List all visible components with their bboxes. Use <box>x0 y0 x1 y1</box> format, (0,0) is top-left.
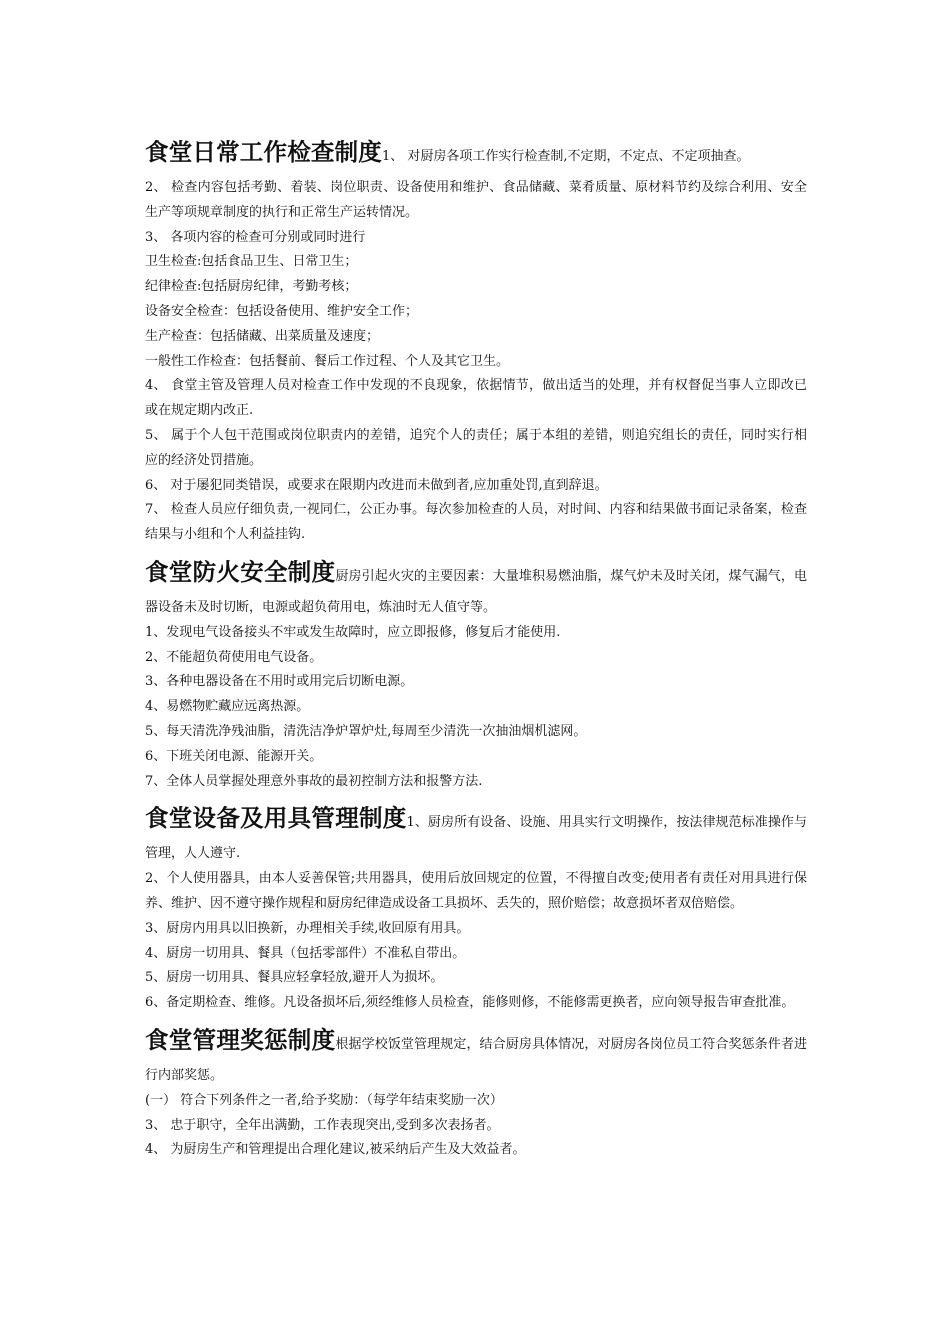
paragraph: 2、不能超负荷使用电气设备。 <box>145 649 323 665</box>
paragraph: 4、 食堂主管及管理人员对检查工作中发现的不良现象，依据情节，做出适当的处理，并有权督促当事人立即改已或在规定期内改正. <box>145 378 807 419</box>
paragraph: 3、厨房内用具以旧换新，办理相关手续,收回原有用具。 <box>145 920 470 936</box>
section-heading-line <box>145 128 807 176</box>
paragraph: 3、各种电器设备在不用时或用完后切断电源。 <box>145 674 414 690</box>
section-intro: 根据学校饭堂管理规定，结合厨房具体情况，对厨房各岗位员工符合奖惩条件者进行内部奖惩。 <box>145 1036 807 1083</box>
section-intro: 1、 对厨房各项工作实行检查制,不定期，不定点、不定项抽查。 <box>382 149 750 164</box>
section-title: 食堂防火安全制度 <box>145 557 336 586</box>
section-title: 食堂设备及用具管理制度 <box>145 804 407 833</box>
section-rewards-penalties <box>145 1016 807 1163</box>
paragraph: 4、 为厨房生产和管理提出合理化建议,被采纳后产生及大效益者。 <box>145 1142 526 1158</box>
paragraph: 一般性工作检查：包括餐前、餐后工作过程、个人及其它卫生。 <box>145 353 510 369</box>
paragraph: 1、发现电气设备接头不牢或发生故障时，应立即报修，修复后才能使用. <box>145 624 561 640</box>
section-intro: 1、厨房所有设备、设施、用具实行文明操作，按法律规范标准操作与管理，人人遵守. <box>145 815 807 862</box>
paragraph: 2、个人使用器具，由本人妥善保管;共用器具，使用后放回规定的位置，不得擅自改变;使用者有责任对用具进行保养、维护、因不遵守操作规程和厨房纪律造成设备工具损坏、丢失的，照价赔偿；故意损坏者双倍赔偿。 <box>145 871 807 911</box>
paragraph: 3、 各项内容的检查可分别或同时进行 <box>145 229 366 245</box>
document-page <box>145 128 807 1163</box>
paragraph: 4、厨房一切用具、餐具（包括零部件）不准私自带出。 <box>145 945 466 961</box>
paragraph: 2、 检查内容包括考勤、着装、岗位职责、设备使用和维护、食品储藏、菜肴质量、原材料节约及综合利用、安全生产等项规章制度的执行和正常生产运转情况。 <box>145 180 807 220</box>
paragraph: 3、 忠于职守，全年出满勤，工作表现突出,受到多次表扬者。 <box>145 1117 500 1133</box>
paragraph: 生产检查：包括储藏、出菜质量及速度； <box>145 328 380 344</box>
paragraph: 7、全体人员掌握处理意外事故的最初控制方法和报警方法. <box>145 773 483 789</box>
paragraph: 5、 属于个人包干范围或岗位职责内的差错，追究个人的责任；属于本组的差错，则追究组长的责任，同时实行相应的经济处罚措施。 <box>145 427 807 468</box>
section-heading-line <box>145 1016 807 1089</box>
section-fire-safety <box>145 548 807 794</box>
paragraph: 纪律检查:包括厨房纪律，考勤考核； <box>145 279 358 295</box>
paragraph: 卫生检查:包括食品卫生、日常卫生； <box>145 254 358 270</box>
paragraph: 4、易燃物贮藏应远离热源。 <box>145 699 310 715</box>
paragraph: 5、每天清洗净残油脂，清洗洁净炉罩炉灶,每周至少清洗一次抽油烟机滤网。 <box>145 723 587 739</box>
paragraph: (一） 符合下列条件之一者,给予奖励：（每学年结束奖励一次） <box>145 1092 503 1108</box>
section-heading-line <box>145 794 807 867</box>
paragraph: 5、厨房一切用具、餐具应轻拿轻放,避开人为损坏。 <box>145 970 444 986</box>
section-equipment-management <box>145 794 807 1016</box>
paragraph: 7、 检查人员应仔细负责,一视同仁，公正办事。每次参加检查的人员，对时间、内容和结果做书面记录备案，检查结果与小组和个人利益挂钩. <box>145 502 807 543</box>
section-heading-line <box>145 548 807 621</box>
section-daily-inspection <box>145 128 807 548</box>
paragraph: 6、 对于屡犯同类错误，或要求在限期内改进而未做到者,应加重处罚,直到辞退。 <box>145 477 608 493</box>
paragraph: 6、下班关闭电源、能源开关。 <box>145 748 323 764</box>
section-title: 食堂日常工作检查制度 <box>145 138 382 166</box>
paragraph: 设备安全检查：包括设备使用、维护安全工作； <box>145 303 419 319</box>
section-title: 食堂管理奖惩制度 <box>145 1025 336 1054</box>
paragraph: 6、备定期检查、维修。凡设备损坏后,须经维修人员检查，能修则修，不能修需更换者，应向领导报告审查批准。 <box>145 995 795 1011</box>
section-intro: 厨房引起火灾的主要因素：大量堆积易燃油脂，煤气炉未及时关闭，煤气漏气，电器设备未及时切断，电源或超负荷用电，炼油时无人值守等。 <box>145 568 807 615</box>
